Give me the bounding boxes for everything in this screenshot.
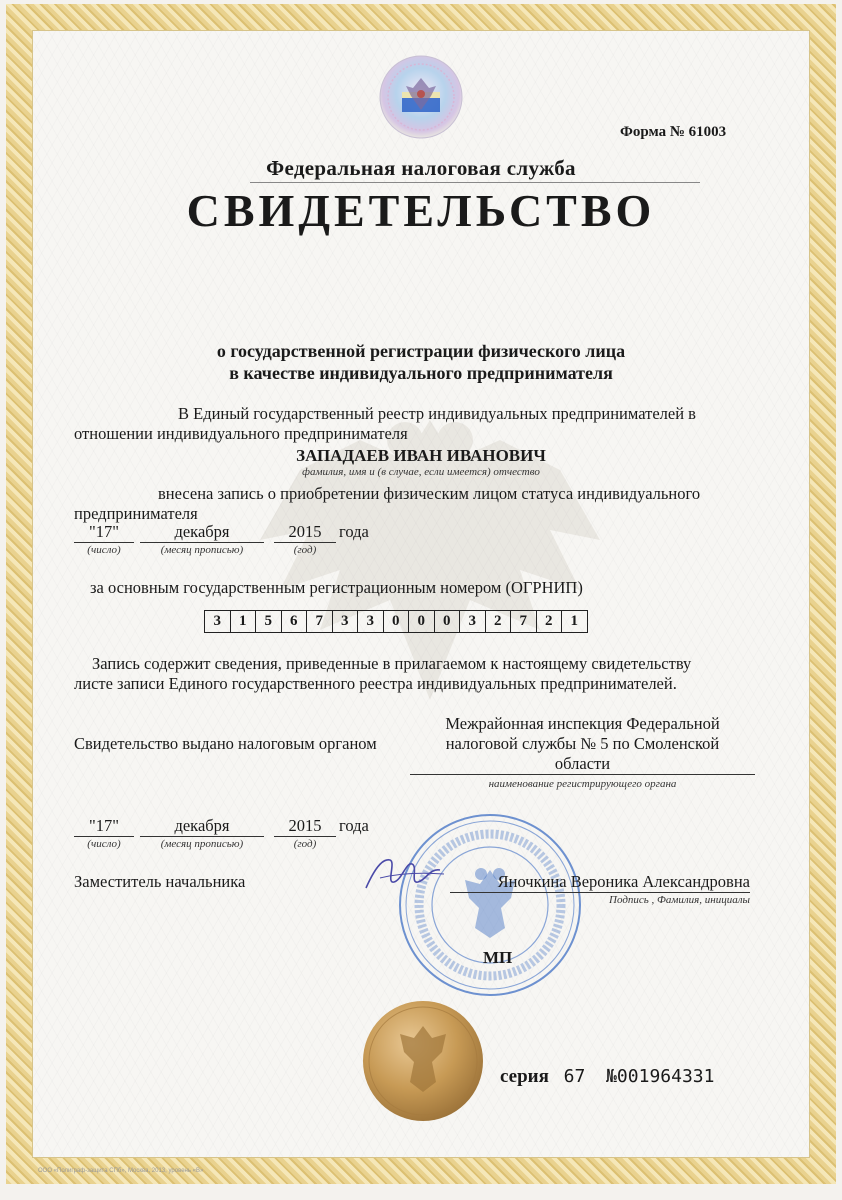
- name-caption: фамилия, имя и (в случае, если имеется) отчество: [302, 466, 540, 478]
- ogrnip-digit: 5: [256, 611, 282, 632]
- agency-name: Федеральная налоговая служба: [266, 156, 576, 180]
- series-value: 67: [563, 1066, 586, 1087]
- entry-line-2: предпринимателя: [74, 504, 198, 523]
- intro-line-2: отношении индивидуального предпринимателя: [74, 424, 408, 443]
- signature-icon: [360, 840, 450, 900]
- printer-footer: ООО «Полиграф-защита СПб», Москва, 2013, уровень «В»: [38, 1168, 204, 1174]
- ogrnip-digit: 1: [231, 611, 257, 632]
- ogrnip-digit: 3: [205, 611, 231, 632]
- ogrnip-number: [204, 610, 588, 633]
- ogrnip-digit: 7: [307, 611, 333, 632]
- document-title: СВИДЕТЕЛЬСТВО: [186, 185, 656, 236]
- authority-line-3: области: [410, 754, 755, 775]
- intro-line-1: В Единый государственный реестр индивидуальных предпринимателей в: [178, 404, 696, 423]
- ogrnip-digit: 2: [537, 611, 563, 632]
- issue-day: "17": [74, 816, 134, 837]
- subtitle-line-2: в качестве индивидуального предпринимателя: [229, 363, 613, 383]
- record-line-1: Запись содержит сведения, приведенные в прилагаемом к настоящему свидетельству: [92, 654, 692, 673]
- ogrnip-digit: 0: [409, 611, 435, 632]
- signature-caption: Подпись , Фамилия, инициалы: [609, 894, 750, 906]
- registering-authority: [410, 714, 755, 775]
- ogrnip-label: за основным государственным регистрационным номером (ОГРНИП): [90, 578, 583, 597]
- day-caption: (число): [87, 544, 121, 556]
- agency-underline: [250, 182, 700, 183]
- ogrnip-digit: 0: [384, 611, 410, 632]
- authority-caption: наименование регистрирующего органа: [488, 778, 677, 790]
- record-line-2: листе записи Единого государственного реестра индивидуальных предпринимателей.: [74, 674, 677, 693]
- issue-month: декабря: [140, 816, 264, 837]
- ogrnip-digit: 2: [486, 611, 512, 632]
- series-label: серия: [500, 1066, 549, 1087]
- entrepreneur-name: ЗАПАДАЕВ ИВАН ИВАНОВИЧ: [296, 446, 546, 465]
- ogrnip-digit: 3: [333, 611, 359, 632]
- hologram-emblem-icon: [378, 54, 464, 140]
- ogrnip-digit: 1: [570, 613, 578, 629]
- ogrnip-digit: 0: [435, 611, 461, 632]
- blank-number: №001964331: [606, 1066, 715, 1087]
- issue-year: 2015: [274, 816, 336, 837]
- registration-day: "17": [74, 522, 134, 543]
- year-caption: (год): [293, 544, 317, 556]
- year-caption: (год): [293, 838, 317, 850]
- day-caption: (число): [87, 838, 121, 850]
- blank-series: [500, 1066, 714, 1088]
- ogrnip-digit: 3: [358, 611, 384, 632]
- registration-month: декабря: [140, 522, 264, 543]
- signatory-name: Яночкина Вероника Александровна: [450, 872, 750, 893]
- issue-year-suffix: года: [339, 816, 369, 835]
- ogrnip-digit: 3: [460, 611, 486, 632]
- entry-line-1: внесена запись о приобретении физическим лицом статуса индивидуального: [158, 484, 701, 503]
- stamp-mark: МП: [483, 948, 513, 967]
- official-position: Заместитель начальника: [74, 872, 246, 891]
- gold-seal-icon: [362, 1000, 484, 1122]
- authority-line-2: налоговой службы № 5 по Смоленской: [445, 734, 720, 753]
- ogrnip-digit: 7: [511, 611, 537, 632]
- registration-year-suffix: года: [339, 522, 369, 541]
- registration-year: 2015: [274, 522, 336, 543]
- subtitle-line-1: о государственной регистрации физического лица: [216, 341, 626, 361]
- issued-by-label: Свидетельство выдано налоговым органом: [74, 734, 377, 753]
- ogrnip-digit: 6: [282, 611, 308, 632]
- authority-line-1: Межрайонная инспекция Федеральной: [445, 714, 720, 733]
- month-caption: (месяц прописью): [160, 838, 244, 850]
- form-number: Форма № 61003: [620, 124, 727, 140]
- month-caption: (месяц прописью): [160, 544, 244, 556]
- document-subtitle: [0, 340, 842, 384]
